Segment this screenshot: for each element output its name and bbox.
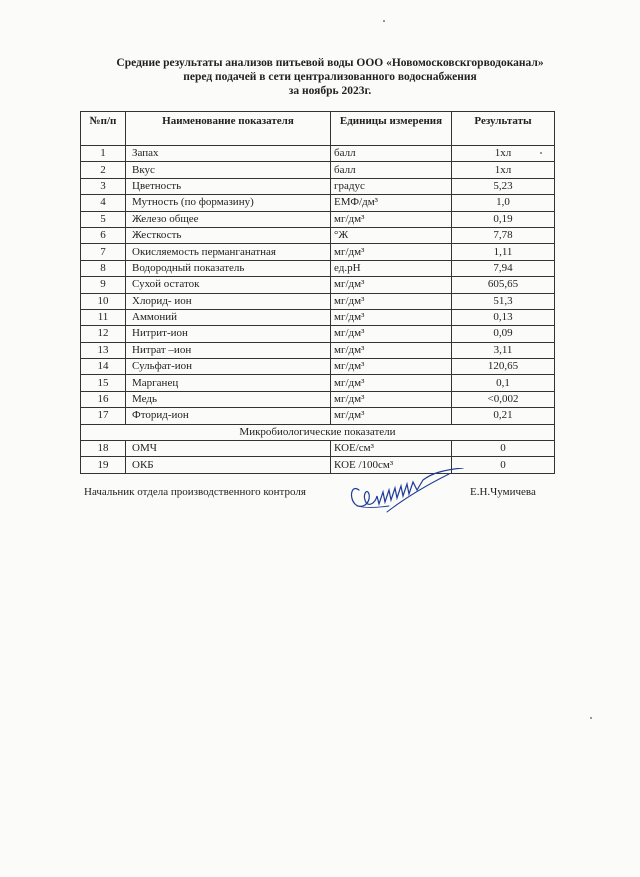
cell-name: Аммоний (126, 309, 331, 325)
header-name: Наименование показателя (126, 112, 331, 146)
cell-result: 0,21 (452, 408, 555, 424)
cell-name: Вкус (126, 162, 331, 178)
table-body (81, 146, 555, 425)
micro-section (81, 424, 555, 440)
table-row (81, 162, 555, 178)
cell-name: Сухой остаток (126, 277, 331, 293)
cell-name: Нитрит-ион (126, 326, 331, 342)
cell-result: 0 (452, 441, 555, 457)
cell-name: Окисляемость перманганатная (126, 244, 331, 260)
table-row (81, 146, 555, 162)
cell-name: Мутность (по формазину) (126, 195, 331, 211)
table-row (81, 375, 555, 391)
table-row (81, 293, 555, 309)
cell-unit: градус (331, 178, 452, 194)
cell-name: Фторид-ион (126, 408, 331, 424)
cell-result: 0,13 (452, 309, 555, 325)
cell-num: 11 (81, 309, 126, 325)
cell-num: 19 (81, 457, 126, 473)
cell-unit: мг/дм³ (331, 277, 452, 293)
cell-name: Хлорид- ион (126, 293, 331, 309)
cell-num: 8 (81, 260, 126, 276)
cell-result: <0,002 (452, 391, 555, 407)
header-num: №п/п (81, 112, 126, 146)
table-row (81, 326, 555, 342)
cell-name: Сульфат-ион (126, 359, 331, 375)
table-row (81, 211, 555, 227)
cell-name: Железо общее (126, 211, 331, 227)
table-row (81, 260, 555, 276)
cell-unit: мг/дм³ (331, 408, 452, 424)
cell-result: 5,23 (452, 178, 555, 194)
cell-result: 0,1 (452, 375, 555, 391)
table-row (81, 441, 555, 457)
cell-unit: балл (331, 146, 452, 162)
section-row (81, 424, 555, 440)
cell-num: 5 (81, 211, 126, 227)
cell-name: Водородный показатель (126, 260, 331, 276)
scan-speck (590, 717, 592, 719)
cell-result: 51,3 (452, 293, 555, 309)
cell-result: 7,94 (452, 260, 555, 276)
cell-num: 1 (81, 146, 126, 162)
title-line-2: перед подачей в сети централизованного водоснабжения (183, 71, 477, 83)
cell-result: 0,19 (452, 211, 555, 227)
table-row (81, 195, 555, 211)
cell-unit: мг/дм³ (331, 293, 452, 309)
cell-unit: ед.рН (331, 260, 452, 276)
cell-result: 1,11 (452, 244, 555, 260)
table-row (81, 309, 555, 325)
micro-table-body (81, 441, 555, 474)
cell-num: 14 (81, 359, 126, 375)
cell-unit: мг/дм³ (331, 342, 452, 358)
cell-unit: ЕМФ/дм³ (331, 195, 452, 211)
results-table (80, 111, 555, 474)
cell-unit: мг/дм³ (331, 309, 452, 325)
table-row (81, 359, 555, 375)
cell-name: Нитрат –ион (126, 342, 331, 358)
cell-unit: мг/дм³ (331, 326, 452, 342)
cell-num: 2 (81, 162, 126, 178)
cell-result: 1хл (452, 162, 555, 178)
table-row (81, 178, 555, 194)
cell-result: 0,09 (452, 326, 555, 342)
cell-num: 16 (81, 391, 126, 407)
cell-num: 6 (81, 227, 126, 243)
cell-num: 15 (81, 375, 126, 391)
scan-speck (383, 20, 385, 22)
cell-num: 18 (81, 441, 126, 457)
table-row (81, 277, 555, 293)
signer-position: Начальник отдела производственного контроля (84, 486, 306, 498)
cell-name: ОКБ (126, 457, 331, 473)
cell-num: 13 (81, 342, 126, 358)
cell-name: Цветность (126, 178, 331, 194)
document-title (70, 56, 590, 98)
cell-num: 4 (81, 195, 126, 211)
cell-unit: мг/дм³ (331, 375, 452, 391)
cell-num: 3 (81, 178, 126, 194)
handwritten-signature (345, 468, 465, 516)
cell-result: 1,0 (452, 195, 555, 211)
cell-name: Жесткость (126, 227, 331, 243)
cell-result: 7,78 (452, 227, 555, 243)
cell-num: 12 (81, 326, 126, 342)
table-row (81, 408, 555, 424)
cell-unit: КОЕ/см³ (331, 441, 452, 457)
title-line-3: за ноябрь 2023г. (288, 85, 372, 97)
cell-unit: мг/дм³ (331, 359, 452, 375)
table-row (81, 391, 555, 407)
cell-name: ОМЧ (126, 441, 331, 457)
table-row (81, 457, 555, 473)
cell-result: 605,65 (452, 277, 555, 293)
cell-num: 17 (81, 408, 126, 424)
cell-num: 7 (81, 244, 126, 260)
cell-result: 1хл (452, 146, 555, 162)
cell-name: Марганец (126, 375, 331, 391)
header-unit: Единицы измерения (331, 112, 452, 146)
cell-unit: мг/дм³ (331, 211, 452, 227)
section-label: Микробиологические показатели (81, 424, 555, 440)
cell-num: 10 (81, 293, 126, 309)
table-row (81, 244, 555, 260)
cell-unit: КОЕ /100см³ (331, 457, 452, 473)
signer-name: Е.Н.Чумичева (470, 486, 536, 498)
cell-num: 9 (81, 277, 126, 293)
cell-result: 120,65 (452, 359, 555, 375)
header-result: Результаты (452, 112, 555, 146)
cell-result: 0 (452, 457, 555, 473)
cell-unit: °Ж (331, 227, 452, 243)
table-row (81, 227, 555, 243)
cell-name: Запах (126, 146, 331, 162)
cell-result: 3,11 (452, 342, 555, 358)
cell-unit: мг/дм³ (331, 391, 452, 407)
title-line-1: Средние результаты анализов питьевой воды ООО «Новомосковскгорводоканал» (116, 57, 544, 69)
cell-unit: мг/дм³ (331, 244, 452, 260)
table-row (81, 342, 555, 358)
table-header-row (81, 112, 555, 146)
cell-unit: балл (331, 162, 452, 178)
scan-speck (540, 152, 542, 154)
cell-name: Медь (126, 391, 331, 407)
